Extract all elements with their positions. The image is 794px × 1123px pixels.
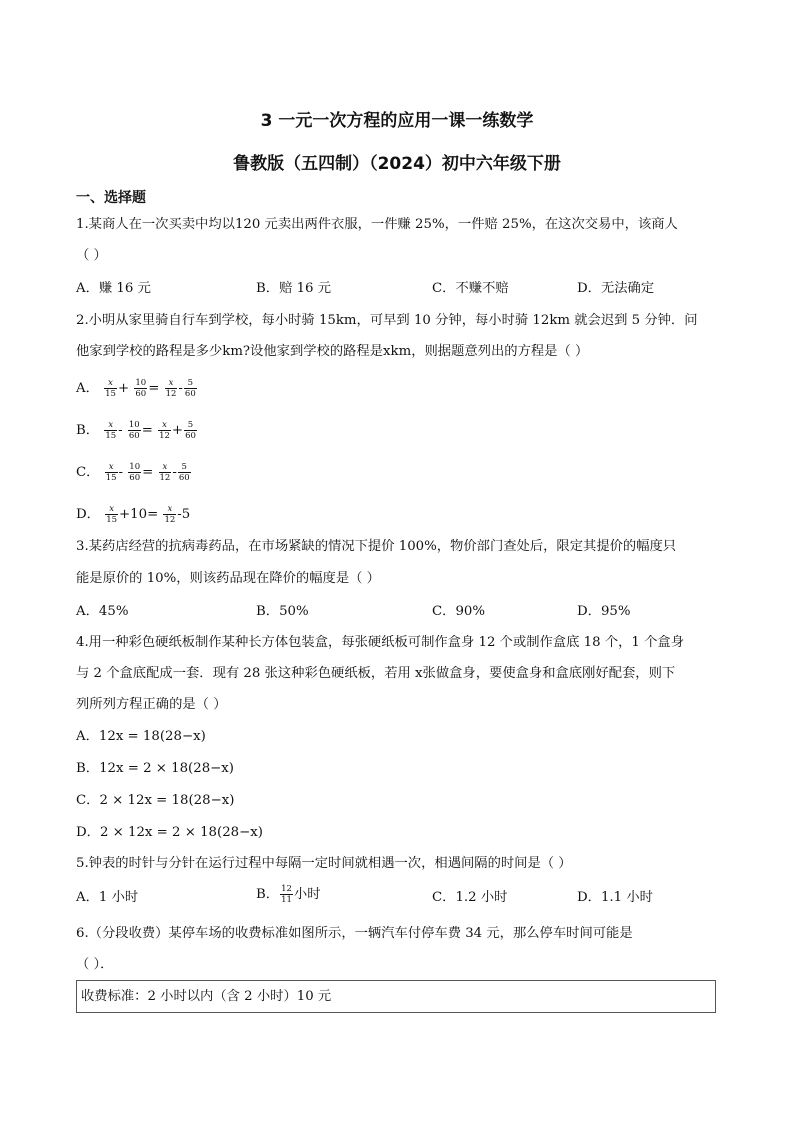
q4-stem-line2: 与 2 个盒底配成一套．现有 28 张这种彩色硬纸板，若用 x张做盒身，要使盒身和盒底刚好配套，则下 (76, 666, 676, 681)
q2-option-b: B． $\frac{x}{15}$ - $\frac{10}{60}$ = $\frac{x}{12}$ + $\frac{5}{60}$ (76, 420, 196, 441)
q1-option-b: B．赔 16 元 (256, 281, 332, 296)
q2-stem-line1: 2.小明从家里骑自行车到学校，每小时骑 15km，可早到 10 分钟，每小时骑 12km 就会迟到 5 分钟．问 (76, 313, 698, 328)
q3-option-a: A．45% (76, 604, 129, 619)
q2-option-c: C． $\frac{x}{15}$ - $\frac{10}{60}$ = $\frac{x}{12}$ - $\frac{5}{60}$ (76, 462, 190, 483)
q4-option-a: A．12x = 18(28−x) (76, 729, 206, 744)
q3-stem-line2: 能是原价的 10%，则该药品现在降价的幅度是（ ） (76, 571, 380, 586)
q2-option-a: A． $\frac{x}{15}$ + $\frac{10}{60}$ = $\frac{x}{12}$ - $\frac{5}{60}$ (76, 378, 196, 399)
q3-option-b: B．50% (256, 604, 309, 619)
q5-stem-line1: 5.钟表的时针与分针在运行过程中每隔一定时间就相遇一次，相遇间隔的时间是（ ） (76, 856, 572, 871)
q4-option-b: B．12x = 2 × 18(28−x) (76, 761, 234, 776)
q2-stem-line2: 他家到学校的路程是多少km?设他家到学校的路程是xkm，则据题意列出的方程是（ ） (76, 344, 589, 359)
q4-stem-line3: 列所列方程正确的是（ ） (76, 697, 227, 712)
q1-option-c: C．不赚不赔 (432, 281, 509, 296)
q3-option-c: C．90% (432, 604, 486, 619)
q5-option-b: B． $\frac{12}{11}$ 小时 (256, 884, 321, 905)
q4-option-d: D．2 × 12x = 2 × 18(28−x) (76, 825, 263, 840)
q1-option-d: D．无法确定 (577, 281, 655, 296)
section-heading: 一、选择题 (76, 190, 146, 206)
q5-option-a: A．1 小时 (76, 890, 139, 905)
document-title: 3 一元一次方程的应用一课一练数学 (260, 111, 534, 131)
q6-stem-line2: （ ）． (76, 957, 114, 972)
q5-option-c: C．1.2 小时 (432, 890, 508, 905)
fee-standard-box: 收费标准：2 小时以内（含 2 小时）10 元 (76, 980, 716, 1013)
q4-stem-line1: 4.用一种彩色硬纸板制作某种长方体包装盒，每张硬纸板可制作盒身 12 个或制作盒底 18 个，1 个盒身 (76, 635, 684, 650)
q4-option-c: C．2 × 12x = 18(28−x) (76, 793, 235, 808)
q2-option-d: D． $\frac{x}{15}$ +10= $\frac{x}{12}$ -5 (76, 504, 191, 525)
q6-stem-line1: 6.（分段收费）某停车场的收费标准如图所示，一辆汽车付停车费 34 元，那么停车时间可能是 (76, 926, 633, 941)
q3-stem-line1: 3.某药店经营的抗病毒药品，在市场紧缺的情况下提价 100%，物价部门查处后，限定其提价的幅度只 (76, 539, 677, 554)
q1-stem-line1: 1.某商人在一次买卖中均以120 元卖出两件衣服，一件赚 25%，一件赔 25%，在这次交易中，该商人 (76, 217, 678, 232)
q3-option-d: D．95% (577, 604, 631, 619)
document-subtitle: 鲁教版（五四制）（2024）初中六年级下册 (233, 154, 561, 174)
q1-option-a: A．赚 16 元 (76, 281, 151, 296)
q5-option-d: D．1.1 小时 (577, 890, 653, 905)
q1-stem-line2: （ ） (76, 248, 107, 263)
